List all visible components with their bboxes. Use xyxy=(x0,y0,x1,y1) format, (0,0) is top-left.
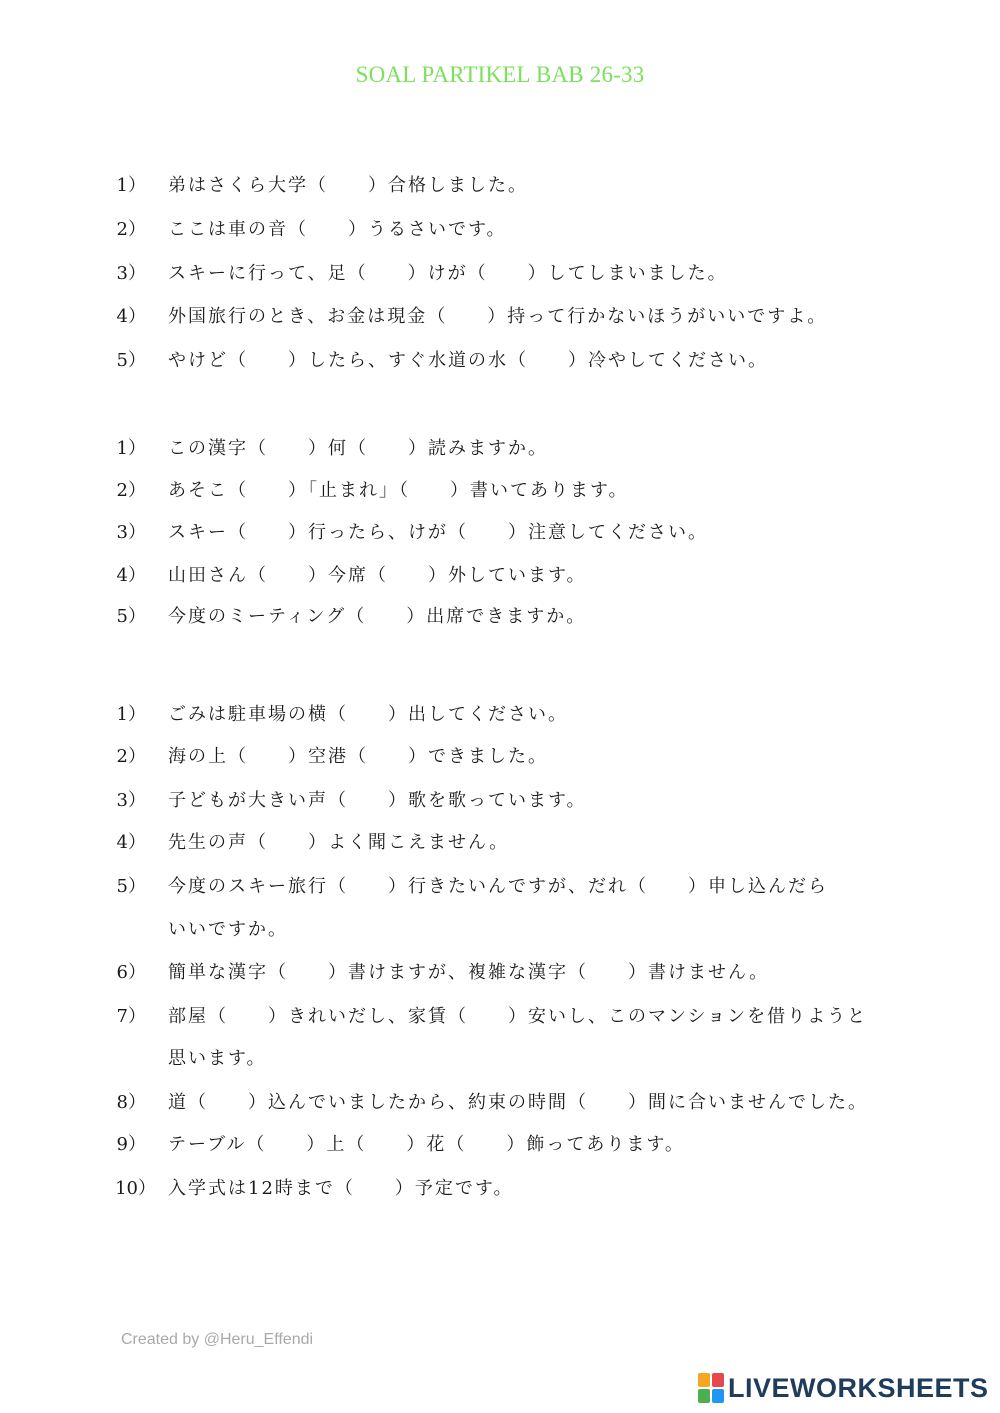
question-text: スキーに行って、足（ ）けが（ ）してしまいました。 xyxy=(168,263,728,284)
question-text: 山田さん（ ）今席（ ）外しています。 xyxy=(168,565,587,586)
question-text: 簡単な漢字（ ）書けますが、複雑な漢字（ ）書けません。 xyxy=(168,962,770,983)
question-number: 7） xyxy=(116,1006,146,1027)
question-text: ごみは駐車場の横（ ）出してください。 xyxy=(168,704,568,725)
question-text: 今度のスキー旅行（ ）行きたいんですが、だれ（ ）申し込んだら xyxy=(168,876,828,897)
question-number: 1） xyxy=(116,438,146,459)
question-number: 5） xyxy=(116,606,146,627)
author-credit: Created by @Heru_Effendi xyxy=(121,1331,314,1348)
question-text-continued: 思います。 xyxy=(168,1048,267,1069)
question-number: 1） xyxy=(116,704,146,725)
logo-tile xyxy=(698,1373,710,1387)
question-number: 10） xyxy=(115,1178,156,1199)
question-text: 入学式は12時まで（ ）予定です。 xyxy=(168,1178,514,1199)
question-text: あそこ（ ）「止まれ」（ ）書いてあります。 xyxy=(168,480,629,501)
logo-tile xyxy=(712,1389,724,1403)
question-number: 5） xyxy=(116,876,146,897)
question-number: 8） xyxy=(116,1092,146,1113)
question-text: 道（ ）込んでいましたから、約束の時間（ ）間に合いませんでした。 xyxy=(168,1092,868,1113)
question-number: 2） xyxy=(116,746,146,767)
question-number: 9） xyxy=(116,1134,146,1155)
question-text: 今度のミーティング（ ）出席できますか。 xyxy=(168,606,587,627)
question-number: 2） xyxy=(116,219,146,240)
question-text: テーブル（ ）上（ ）花（ ）飾ってあります。 xyxy=(168,1134,685,1155)
logo-tile xyxy=(712,1373,724,1387)
question-text: 海の上（ ）空港（ ）できました。 xyxy=(168,746,548,767)
question-text: 先生の声（ ）よく聞こえません。 xyxy=(168,832,510,853)
question-text: 弟はさくら大学（ ）合格しました。 xyxy=(168,175,528,196)
question-number: 5） xyxy=(116,350,146,371)
question-text: スキー（ ）行ったら、けが（ ）注意してください。 xyxy=(168,522,708,543)
logo-tile xyxy=(698,1389,710,1403)
question-number: 3） xyxy=(116,790,146,811)
question-text: ここは車の音（ ）うるさいです。 xyxy=(168,219,507,240)
question-text: この漢字（ ）何（ ）読みますか。 xyxy=(168,438,548,459)
question-number: 3） xyxy=(116,263,146,284)
question-number: 2） xyxy=(116,480,146,501)
question-number: 3） xyxy=(116,522,146,543)
liveworksheets-logo-icon xyxy=(698,1373,724,1403)
question-text: 部屋（ ）きれいだし、家賃（ ）安いし、このマンションを借りようと xyxy=(168,1006,868,1027)
question-number: 4） xyxy=(116,306,146,327)
question-number: 1） xyxy=(116,175,146,196)
page-title: SOAL PARTIKEL BAB 26-33 xyxy=(355,62,645,87)
question-text: やけど（ ）したら、すぐ水道の水（ ）冷やしてください。 xyxy=(168,350,768,371)
question-number: 4） xyxy=(116,832,146,853)
question-text: 外国旅行のとき、お金は現金（ ）持って行かないほうがいいですよ。 xyxy=(168,306,828,327)
question-number: 6） xyxy=(116,962,146,983)
brand-logo[interactable] xyxy=(698,1371,989,1405)
brand-name: LIVEWORKSHEETS xyxy=(728,1372,989,1403)
question-number: 4） xyxy=(116,565,146,586)
question-text-continued: いいですか。 xyxy=(168,919,288,940)
question-text: 子どもが大きい声（ ）歌を歌っています。 xyxy=(168,790,587,811)
